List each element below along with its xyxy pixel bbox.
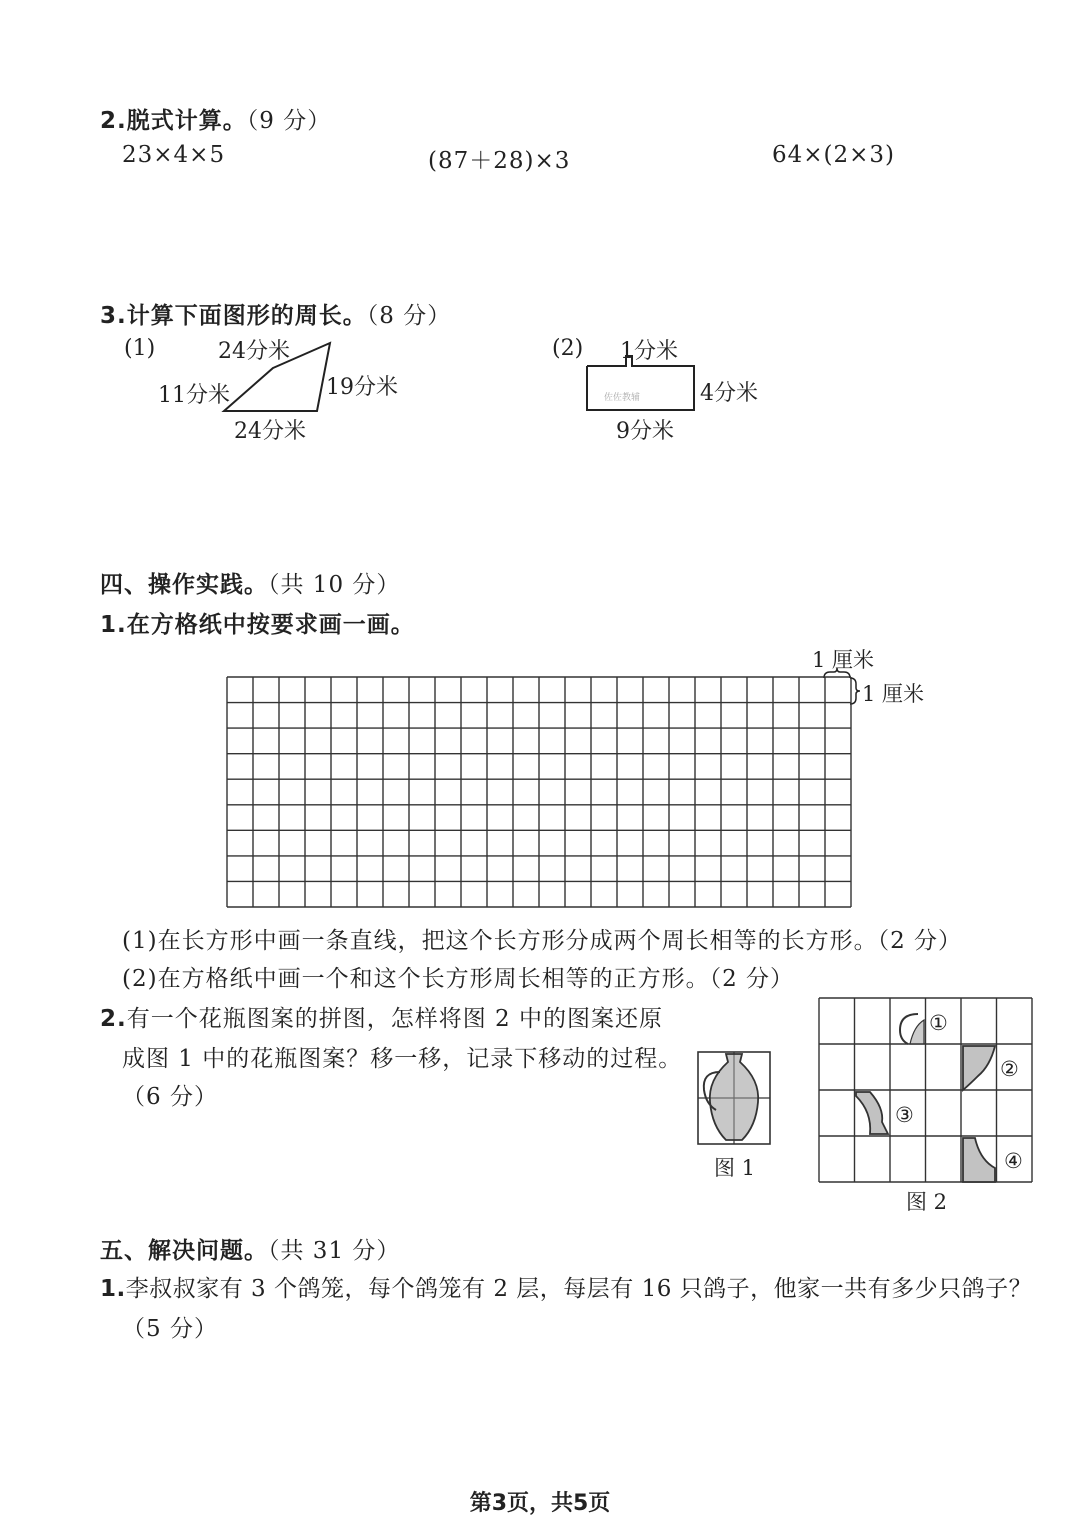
fig2-notch-label: 1分米 [620, 339, 678, 364]
fig2-caption: 图 2 [906, 1190, 948, 1214]
expr-2: (87＋28)×3 [428, 148, 571, 174]
piece-4-shape [963, 1138, 995, 1182]
expr-1: 23×4×5 [122, 142, 226, 168]
sec5-q1-text: 1.李叔叔家有 3 个鸽笼，每个鸽笼有 2 层，每层有 16 只鸽子，他家一共有多少只鸽子？ [100, 1276, 1033, 1302]
sec5-heading: 五、解决问题。（共 31 分） [100, 1237, 401, 1264]
watermark: 佐佐教辅 [604, 393, 641, 403]
fig1-bottom-label: 24分米 [234, 419, 306, 444]
sec4-q2-score: （6 分） [122, 1084, 218, 1110]
sec4-q1-task1: (1)在长方形中画一条直线，把这个长方形分成两个周长相等的长方形。（2 分） [122, 928, 963, 954]
fig1-label: (1) [124, 336, 156, 361]
fig2-label: (2) [552, 336, 584, 361]
sec4-q2-line2: 成图 1 中的花瓶图案？移一移，记录下移动的过程。 [122, 1046, 683, 1072]
sec4-q1-heading: 1.在方格纸中按要求画一画。 [100, 611, 415, 638]
sec4-q1-task2: (2)在方格纸中画一个和这个长方形周长相等的正方形。（2 分） [122, 966, 795, 992]
piece-3-shape [856, 1092, 888, 1134]
piece-label-4: ④ [1004, 1149, 1023, 1173]
page-footer: 第3页，共5页 [469, 1491, 611, 1516]
piece-label-3: ③ [895, 1103, 914, 1127]
unit-vertical-label: 1 厘米 [862, 682, 925, 706]
sec4-q2-line1: 2.有一个花瓶图案的拼图，怎样将图 2 中的图案还原 [100, 1006, 664, 1032]
expr-3: 64×(2×3) [772, 142, 896, 168]
piece-label-1: ① [929, 1011, 948, 1035]
fig2-bottom-label: 9分米 [616, 419, 674, 444]
q2-heading: 2.脱式计算。（9 分） [100, 107, 332, 134]
piece-label-2: ② [1000, 1057, 1019, 1081]
sec4-heading: 四、操作实践。（共 10 分） [100, 571, 401, 598]
piece-2-shape [963, 1046, 995, 1090]
unit-horizontal-label: 1 厘米 [812, 648, 875, 672]
fig2-right-label: 4分米 [700, 381, 758, 406]
puzzle-figure-2 [0, 0, 1, 1]
fig1-left-label: 11分米 [158, 383, 230, 408]
fig1-top-label: 24分米 [218, 339, 290, 364]
fig1-caption: 图 1 [714, 1156, 756, 1180]
q3-heading: 3.计算下面图形的周长。（8 分） [100, 302, 452, 329]
puzzle-grid-lines [819, 998, 1032, 1182]
fig1-right-label: 19分米 [326, 375, 398, 400]
sec5-q1-score: （5 分） [122, 1316, 218, 1342]
